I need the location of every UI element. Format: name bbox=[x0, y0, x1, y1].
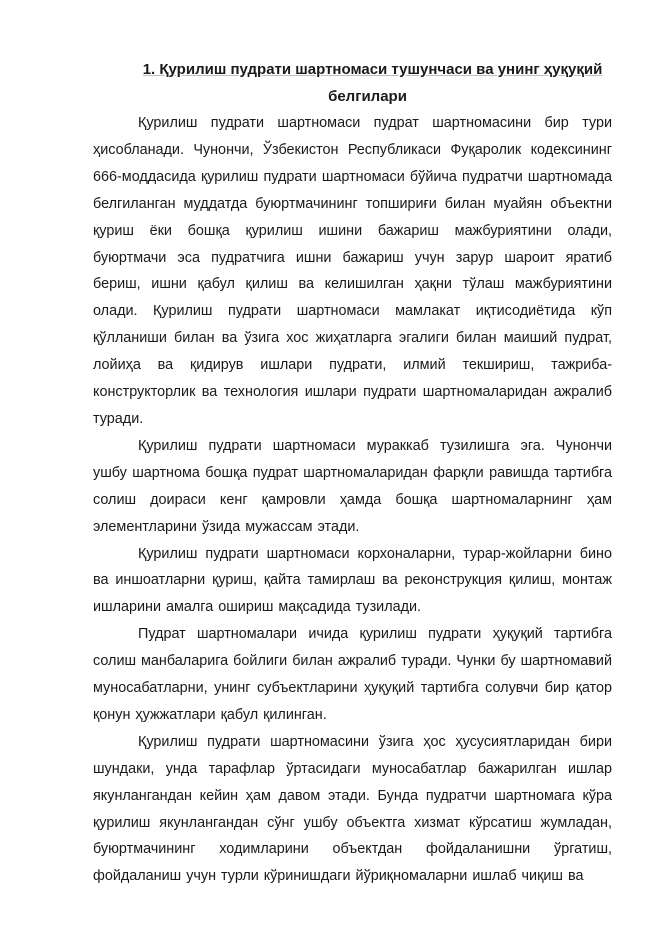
paragraph-1: Қурилиш пудрати шартномаси пудрат шартномасини бир тури ҳисобланади. Чунончи, Ўзбекистон Республикаси Фуқаролик кодексининг 666-моддасида қурилиш пудрати шартномаси бўйича пудратчи шартномада белгиланган муддатда буюртмачининг топшириғи билан муайян объектни қуриш ёки бошқа қурилиш ишини бажариш мажбуриятини олади, буюртмачи эса пудратчига ишни бажариш учун зарур шароит яратиб бериш, ишни қабул қилиш ва келишилган ҳақни тўлаш мажбуриятини олади. Қурилиш пудрати шартномаси мамлакат иқтисодиётида кўп қўлланиши билан ва ўзига хос жиҳатларга эгалиги билан маиший пудрат, лойиҳа ва қидирув ишлари пудрати, илмий текшириш, тажриба-конструкторлик ва технология ишлари пудрати шартномаларидан ажралиб туради. bbox=[93, 115, 612, 427]
document-page bbox=[93, 56, 612, 890]
paragraph-2: Қурилиш пудрати шартномаси мураккаб тузилишга эга. Чунончи ушбу шартнома бошқа пудрат шартномаларидан фарқли равишда тартибга солиш доираси кенг қамровли ҳамда бошқа шартномаларнинг ҳам элементларини ўзида мужассам этади. bbox=[93, 437, 612, 535]
paragraph-4: Пудрат шартномалари ичида қурилиш пудрати ҳуқуқий тартибга солиш манбаларига бойлиги билан ажралиб туради. Чунки бу шартномавий муносабатларни, унинг субъектларини ҳуқуқий тартибга солувчи бир қатор қонун ҳужжатлари қабул қилинган. bbox=[93, 626, 612, 723]
section-title-line-2: белгилари bbox=[328, 88, 407, 105]
section-title bbox=[93, 56, 612, 110]
paragraph-5: Қурилиш пудрати шартномасини ўзига ҳос ҳусусиятларидан бири шундаки, унда тарафлар ўртасидаги муносабатлар бажарилган ишлар якунлангандан кейин ҳам давом этади. Бунда пудратчи шартномага кўра қурилиш якунлангандан сўнг ушбу объектга хизмат кўрсатиш жумладан, буюртмачининг ходимларини объектдан фойдаланишни ўргатиш, фойдаланиш учун турли кўринишдаги йўриқномаларни ишлаб чиқиш ва bbox=[93, 733, 612, 885]
paragraph-3: Қурилиш пудрати шартномаси корхоналарни, турар-жойларни бино ва иншоатларни қуриш, қайта тамирлаш ва реконструкция қилиш, монтаж ишларини амалга ошириш мақсадида тузилади. bbox=[93, 545, 612, 616]
section-title-line-1: 1. Қурилиш пудрати шартномаси тушунчаси ва унинг ҳуқуқий bbox=[142, 61, 603, 78]
